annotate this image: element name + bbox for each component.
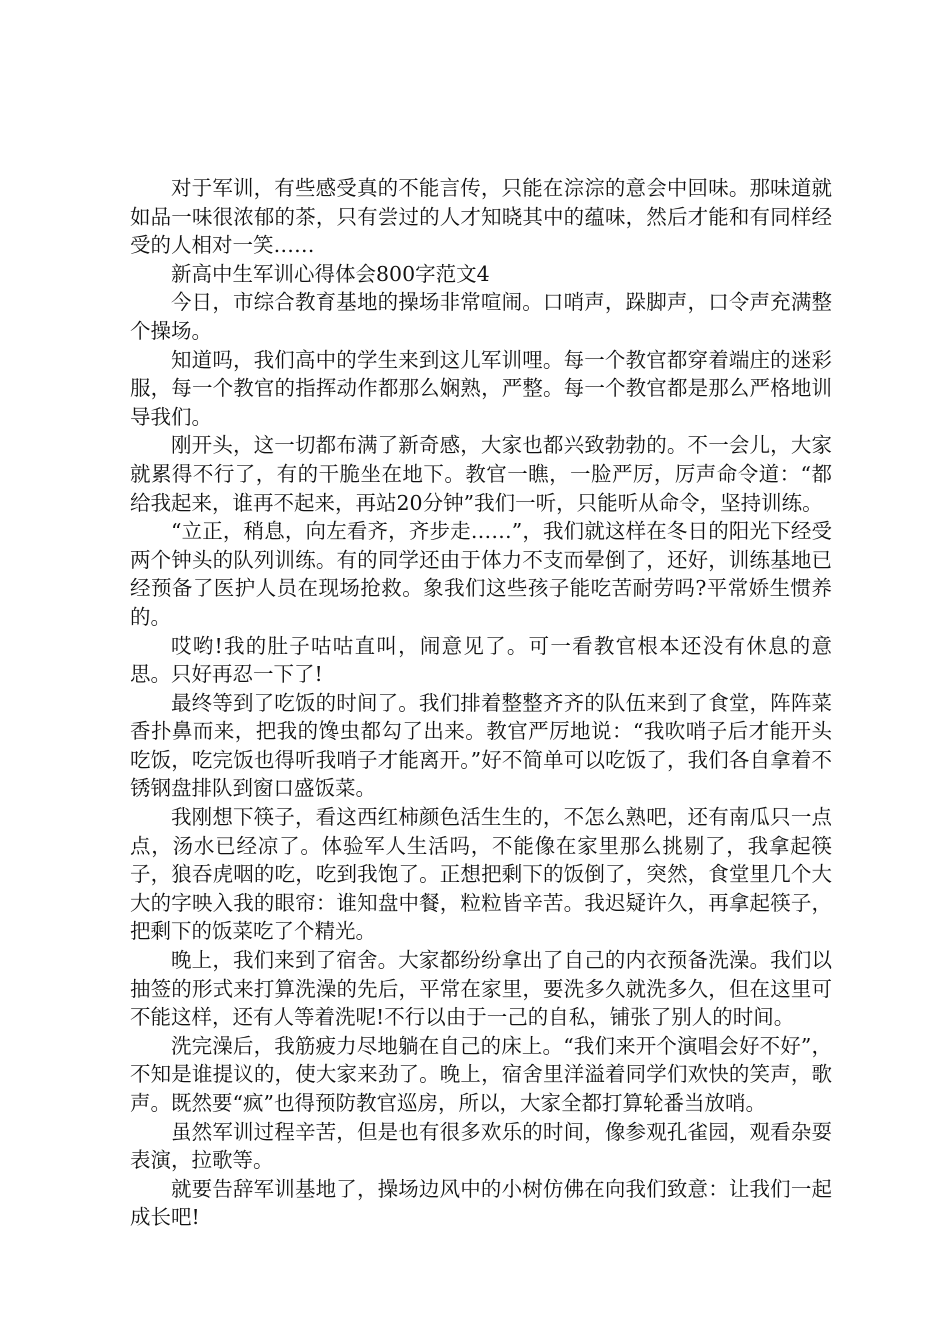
paragraph-intro: 对于军训，有些感受真的不能言传，只能在淙淙的意会中回味。那味道就如品一味很浓郁的茶，只有尝过的人才知晓其中的蕴味，然后才能和有同样经受的人相对一笑…… — [130, 176, 832, 258]
paragraph: 洗完澡后，我筋疲力尽地躺在自己的床上。“我们来开个演唱会好不好”，不知是谁提议的，使大家来劲了。晚上，宿舍里洋溢着同学们欢快的笑声，歌声。既然要“疯”也得预防教官巡房，所以，大家全都打算轮番当放哨。 — [130, 1033, 832, 1115]
paragraph: 哎哟!我的肚子咕咕直叫，闹意见了。可一看教官根本还没有休息的意思。只好再忍一下了! — [130, 633, 832, 687]
paragraph: 就要告辞军训基地了，操场边风中的小树仿佛在向我们致意：让我们一起成长吧! — [130, 1176, 832, 1230]
document-body — [130, 174, 832, 1232]
paragraph: 今日，市综合教育基地的操场非常喧闹。口哨声，跺脚声，口令声充满整个操场。 — [130, 290, 832, 343]
paragraph: “立正，稍息，向左看齐，齐步走……”，我们就这样在冬日的阳光下经受两个钟头的队列训练。有的同学还由于体力不支而晕倒了，还好，训练基地已经预备了医护人员在现场抢救。象我们这些孩子能吃苦耐劳吗?平常娇生惯养的。 — [130, 519, 832, 629]
paragraph: 最终等到了吃饭的时间了。我们排着整整齐齐的队伍来到了食堂，阵阵菜香扑鼻而来，把我的馋虫都勾了出来。教官严厉地说：“我吹哨子后才能开头吃饭，吃完饭也得听我哨子才能离开。”好不简单可以吃饭了，我们各自拿着不锈钢盘排队到窗口盛饭菜。 — [130, 690, 832, 801]
paragraph: 虽然军训过程辛苦，但是也有很多欢乐的时间，像参观孔雀园，观看杂耍表演，拉歌等。 — [130, 1119, 832, 1173]
section-heading: 新高中生军训心得体会800字范文4 — [171, 261, 490, 286]
paragraph: 知道吗，我们高中的学生来到这儿军训哩。每一个教官都穿着端庄的迷彩服，每一个教官的指挥动作都那么娴熟，严整。每一个教官都是那么严格地训导我们。 — [130, 347, 832, 429]
paragraph: 刚开头，这一切都布满了新奇感，大家也都兴致勃勃的。不一会儿，大家就累得不行了，有的干脆坐在地下。教官一瞧，一脸严厉，厉声命令道：“都给我起来，谁再不起来，再站20分钟”我们一听，只能听从命令，坚持训练。 — [130, 433, 832, 515]
paragraph: 我刚想下筷子，看这西红柿颜色活生生的，不怎么熟吧，还有南瓜只一点点，汤水已经凉了。体验军人生活吗，不能像在家里那么挑剔了，我拿起筷子，狼吞虎咽的吃，吃到我饱了。正想把剩下的饭倒了，突然，食堂里几个大大的字映入我的眼帘：谁知盘中餐，粒粒皆辛苦。我迟疑许久，再拿起筷子，把剩下的饭菜吃了个精光。 — [130, 805, 832, 944]
paragraph: 晚上，我们来到了宿舍。大家都纷纷拿出了自己的内衣预备洗澡。我们以抽签的形式来打算洗澡的先后，平常在家里，要洗多久就洗多久，但在这里可不能这样，还有人等着洗呢!不行以由于一己的自私，铺张了别人的时间。 — [130, 948, 832, 1030]
